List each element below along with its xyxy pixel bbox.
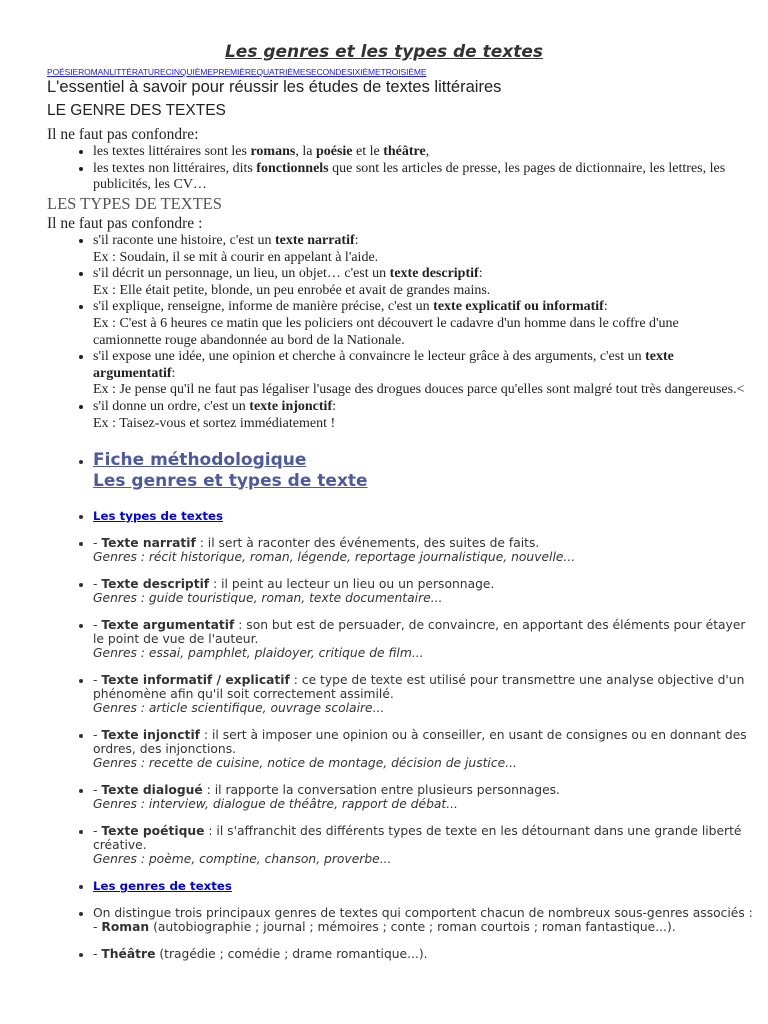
list-item [93, 879, 757, 893]
essentiel-heading: L'essentiel à savoir pour réussir les études de textes littéraires [47, 78, 502, 96]
genre-heading: LE GENRE DES TEXTES [47, 102, 226, 119]
tag-link-cinquieme[interactable]: CINQUIÈME [165, 67, 213, 77]
example-text: Ex : Je pense qu'il ne faut pas légaliser l'usage des drogues douces parce qu'elles sont malgré tout très dangereuses.< [93, 382, 745, 398]
list-item: • s'il donne un ordre, c'est un texte injonctif: Ex : Taisez-vous et sortez immédiatement ! [93, 399, 747, 432]
list-item [93, 509, 757, 523]
types-section [47, 214, 747, 432]
list-item: • les textes non littéraires, dits fonctionnels que sont les articles de presse, les pages de dictionnaire, les lettres, les publicités, les CV… [93, 161, 747, 194]
tag-links [47, 67, 426, 77]
tag-link-premiere[interactable]: PREMIÈRE [212, 67, 257, 77]
list-item: • - Texte dialogué : il rapporte la conversation entre plusieurs personnages. Genres : interview, dialogue de théâtre, rapport de débat... [93, 783, 757, 811]
list-item: • s'il expose une idée, une opinion et cherche à convaincre le lecteur grâce à des arguments, c'est un texte argumentatif: Ex : Je pense qu'il ne faut pas légaliser l'usage des drogues douces parce qu'elles sont malgré tout très dangereuses.< [93, 349, 747, 399]
list-item: • s'il explique, renseigne, informe de manière précise, c'est un texte explicatif ou informatif: Ex : C'est à 6 heures ce matin que les policiers ont découvert le cadavre d'un homme dans le coffre d'une camionnette rouge abandonnée au bord de la Nationale. [93, 299, 747, 349]
genres-de-textes-link[interactable]: Les genres de textes [93, 879, 232, 893]
fiche-list [47, 450, 757, 961]
types-heading: LES TYPES DE TEXTES [47, 194, 222, 213]
fiche-section [47, 450, 757, 974]
genre-section [47, 125, 747, 194]
fiche-link[interactable]: Fiche méthodologique Les genres et types de texte [93, 450, 368, 491]
genre-lead: Il ne faut pas confondre: [47, 126, 199, 143]
tag-link-litterature[interactable]: LITTÉRATURE [109, 67, 166, 77]
tag-link-quatrieme[interactable]: QUATRIÈME [256, 67, 306, 77]
list-item: • les textes littéraires sont les romans, la poésie et le théâtre, [93, 144, 747, 161]
list-item: • - Texte argumentatif : son but est de persuader, de convaincre, en apportant des éléments pour étayer le point de vue de l'auteur. Genres : essai, pamphlet, plaidoyer, critique de film... [93, 618, 757, 660]
example-text: Ex : Elle était petite, blonde, un peu enrobée et avait de grandes mains. [93, 282, 491, 298]
list-item: • - Texte informatif / explicatif : ce type de texte est utilisé pour transmettre une analyse objective d'un phénomène afin qu'il soit correctement assimilé. Genres : article scientifique, ouvrage scolaire... [93, 673, 757, 715]
types-lead: Il ne faut pas confondre : [47, 215, 203, 232]
list-item [93, 450, 757, 491]
list-item: • On distingue trois principaux genres de textes qui comportent chacun de nombreux sous-genres associés : - Roman (autobiographie ; journal ; mémoires ; conte ; roman courtois ; roman fantastique...). [93, 906, 757, 934]
tag-link-poesie[interactable]: POÉSIE [47, 67, 79, 77]
tag-link-roman[interactable]: ROMAN [78, 67, 110, 77]
list-item: • - Texte descriptif : il peint au lecteur un lieu ou un personnage. Genres : guide touristique, roman, texte documentaire... [93, 577, 757, 605]
list-item: • s'il raconte une histoire, c'est un texte narratif: Ex : Soudain, il se mit à courir en appelant à l'aide. [93, 233, 747, 266]
tag-link-seconde[interactable]: SECONDE [305, 67, 347, 77]
example-text: Ex : Taisez-vous et sortez immédiatement ! [93, 415, 336, 431]
list-item: • - Texte narratif : il sert à raconter des événements, des suites de faits. Genres : récit historique, roman, légende, reportage journalistique, nouvelle... [93, 536, 757, 564]
types-de-textes-link[interactable]: Les types de textes [93, 509, 224, 523]
example-text: Ex : C'est à 6 heures ce matin que les policiers ont découvert le cadavre d'un homme dans le coffre d'une camionnette rouge abandonnée au bord de la Nationale. [93, 315, 679, 348]
list-item: • - Théâtre (tragédie ; comédie ; drame romantique...). [93, 947, 757, 961]
types-list [47, 233, 747, 432]
example-text: Ex : Soudain, il se mit à courir en appelant à l'aide. [93, 249, 379, 265]
tag-link-troisieme[interactable]: TROISIÈME [380, 67, 427, 77]
tag-link-sixieme[interactable]: SIXIÈME [346, 67, 381, 77]
genre-list [47, 144, 747, 194]
list-item: • s'il décrit un personnage, un lieu, un objet… c'est un texte descriptif: Ex : Elle était petite, blonde, un peu enrobée et avait de grandes mains. [93, 266, 747, 299]
list-item: • - Texte injonctif : il sert à imposer une opinion ou à conseiller, en usant de consignes ou en donnant des ordres, des injonctions. Genres : recette de cuisine, notice de montage, décision de justice... [93, 728, 757, 770]
page-title: Les genres et les types de textes [224, 42, 544, 62]
list-item: • - Texte poétique : il s'affranchit des différents types de texte en les détournant dans une grande liberté créative. Genres : poème, comptine, chanson, proverbe... [93, 824, 757, 866]
